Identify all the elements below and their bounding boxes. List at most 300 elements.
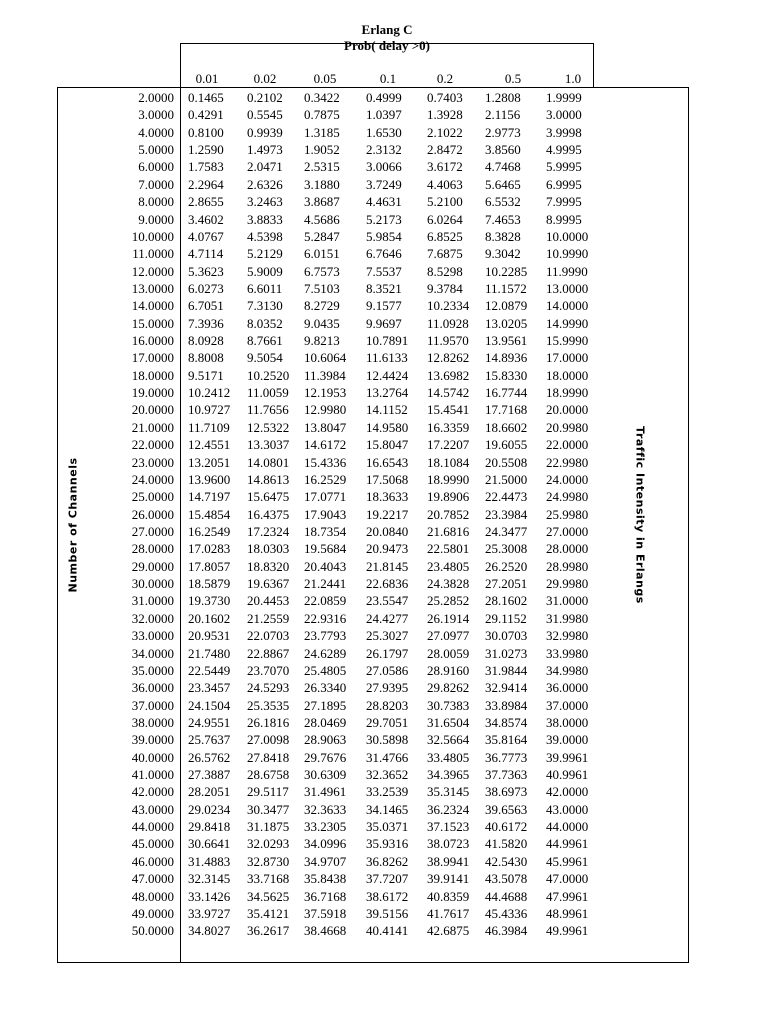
traffic-value-cell: 26.3340: [304, 680, 347, 696]
table-row: [57, 922, 617, 939]
traffic-value-cell: 25.2852: [427, 593, 470, 609]
traffic-value-cell: 4.4631: [366, 194, 402, 210]
traffic-value-cell: 0.7875: [304, 107, 340, 123]
traffic-value-cell: 29.9980: [546, 576, 589, 592]
traffic-value-cell: 21.5000: [485, 471, 528, 487]
traffic-value-cell: 27.0098: [247, 732, 290, 748]
traffic-value-cell: 12.9980: [304, 402, 347, 418]
channel-count-cell: 50.0000: [131, 923, 174, 939]
traffic-value-cell: 1.2808: [485, 90, 521, 105]
channel-count-cell: 37.0000: [131, 697, 174, 713]
traffic-value-cell: 22.6836: [366, 576, 409, 592]
traffic-value-cell: 22.9980: [546, 454, 589, 470]
traffic-value-cell: 40.4141: [366, 923, 409, 939]
traffic-value-cell: 38.0723: [427, 836, 470, 852]
traffic-value-cell: 2.9773: [485, 124, 521, 140]
traffic-value-cell: 30.5898: [366, 732, 409, 748]
channel-count-cell: 34.0000: [131, 645, 174, 661]
channel-count-cell: 22.0000: [131, 437, 174, 453]
traffic-value-cell: 9.8213: [304, 333, 340, 349]
traffic-value-cell: 5.2173: [366, 211, 402, 227]
traffic-value-cell: 9.5054: [247, 350, 283, 366]
traffic-value-cell: 1.9999: [546, 90, 582, 105]
traffic-value-cell: 30.0703: [485, 628, 528, 644]
traffic-value-cell: 6.7573: [304, 263, 340, 279]
table-row: [57, 870, 617, 887]
table-row: [57, 592, 617, 609]
traffic-value-cell: 18.0303: [247, 541, 290, 557]
table-row: [57, 523, 617, 540]
traffic-value-cell: 17.8057: [188, 558, 231, 574]
traffic-value-cell: 33.2305: [304, 819, 347, 835]
traffic-value-cell: 27.0000: [546, 523, 589, 539]
traffic-value-cell: 10.2520: [247, 367, 290, 383]
traffic-value-cell: 16.7744: [485, 385, 528, 401]
table-row: [57, 280, 617, 297]
table-row: [57, 905, 617, 922]
traffic-value-cell: 37.5918: [304, 905, 347, 921]
traffic-value-cell: 28.6758: [247, 767, 290, 783]
channel-count-cell: 4.0000: [138, 124, 174, 140]
column-header: 0.02: [253, 71, 277, 86]
table-row: [57, 888, 617, 905]
table-title: Erlang C: [361, 22, 413, 37]
traffic-value-cell: 3.1880: [304, 176, 340, 192]
traffic-value-cell: 0.8100: [188, 124, 224, 140]
table-row: [57, 349, 617, 366]
traffic-value-cell: 12.4424: [366, 367, 409, 383]
traffic-value-cell: 12.4551: [188, 437, 231, 453]
traffic-value-cell: 2.2964: [188, 176, 224, 192]
traffic-value-cell: 10.2285: [485, 263, 528, 279]
table-row: [57, 783, 617, 800]
traffic-value-cell: 31.9844: [485, 662, 528, 678]
traffic-value-cell: 21.7480: [188, 645, 231, 661]
traffic-value-cell: 33.4805: [427, 749, 470, 765]
traffic-value-cell: 12.0879: [485, 298, 528, 314]
traffic-value-cell: 24.4277: [366, 610, 409, 626]
traffic-value-cell: 4.9995: [546, 142, 582, 158]
traffic-value-cell: 6.5532: [485, 194, 521, 210]
traffic-value-cell: 18.0000: [546, 367, 589, 383]
traffic-value-cell: 5.2100: [427, 194, 463, 210]
traffic-value-cell: 4.0767: [188, 228, 224, 244]
traffic-value-cell: 27.0586: [366, 662, 409, 678]
traffic-value-cell: 7.4653: [485, 211, 521, 227]
traffic-value-cell: 17.5068: [366, 471, 409, 487]
channel-count-cell: 48.0000: [131, 888, 174, 904]
channel-count-cell: 32.0000: [131, 610, 174, 626]
traffic-value-cell: 39.9961: [546, 749, 589, 765]
traffic-value-cell: 10.9727: [188, 402, 231, 418]
traffic-value-cell: 14.9580: [366, 419, 409, 435]
traffic-value-cell: 4.7114: [188, 246, 224, 262]
traffic-value-cell: 11.7656: [247, 402, 289, 418]
traffic-value-cell: 9.1577: [366, 298, 402, 314]
traffic-value-cell: 19.6055: [485, 437, 528, 453]
traffic-value-cell: 14.8613: [247, 471, 290, 487]
traffic-value-cell: 19.8906: [427, 489, 470, 505]
traffic-value-cell: 36.7168: [304, 888, 347, 904]
table-row: [57, 714, 617, 731]
traffic-value-cell: 23.5547: [366, 593, 409, 609]
traffic-value-cell: 20.0840: [366, 523, 409, 539]
traffic-value-cell: 2.8655: [188, 194, 224, 210]
table-row: [57, 211, 617, 228]
table-row: [57, 263, 617, 280]
traffic-value-cell: 34.5625: [247, 888, 290, 904]
traffic-value-cell: 36.8262: [366, 853, 409, 869]
traffic-value-cell: 22.9316: [304, 610, 347, 626]
traffic-value-cell: 16.2549: [188, 523, 231, 539]
traffic-value-cell: 5.6465: [485, 176, 521, 192]
traffic-value-cell: 27.3887: [188, 767, 231, 783]
traffic-value-cell: 42.5430: [485, 853, 528, 869]
traffic-value-cell: 2.8472: [427, 142, 463, 158]
channel-count-cell: 45.0000: [131, 836, 174, 852]
traffic-value-cell: 49.9961: [546, 923, 589, 939]
table-row: [57, 401, 617, 418]
traffic-value-cell: 0.7403: [427, 90, 463, 105]
table-row: [57, 488, 617, 505]
channel-count-cell: 13.0000: [131, 280, 174, 296]
table-row: [57, 419, 617, 436]
traffic-value-cell: 15.4336: [304, 454, 347, 470]
traffic-value-cell: 16.4375: [247, 506, 290, 522]
traffic-value-cell: 20.9980: [546, 419, 589, 435]
traffic-value-cell: 9.3042: [485, 246, 521, 262]
traffic-value-cell: 37.7207: [366, 871, 409, 887]
traffic-value-cell: 3.0066: [366, 159, 402, 175]
traffic-value-cell: 43.0000: [546, 801, 589, 817]
traffic-value-cell: 34.0996: [304, 836, 347, 852]
traffic-value-cell: 25.7637: [188, 732, 231, 748]
traffic-value-cell: 3.0000: [546, 107, 582, 123]
table-row: [57, 853, 617, 870]
traffic-value-cell: 28.0000: [546, 541, 589, 557]
traffic-value-cell: 16.6543: [366, 454, 409, 470]
channel-count-cell: 9.0000: [138, 211, 174, 227]
traffic-value-cell: 35.8164: [485, 732, 528, 748]
channel-count-cell: 25.0000: [131, 489, 174, 505]
traffic-value-cell: 3.7249: [366, 176, 402, 192]
traffic-value-cell: 47.0000: [546, 871, 589, 887]
traffic-value-cell: 0.4999: [366, 90, 402, 105]
traffic-value-cell: 33.8984: [485, 697, 528, 713]
traffic-value-cell: 27.0977: [427, 628, 470, 644]
traffic-value-cell: 22.0859: [304, 593, 347, 609]
traffic-value-cell: 37.7363: [485, 767, 528, 783]
traffic-value-cell: 20.9473: [366, 541, 409, 557]
traffic-value-cell: 44.0000: [546, 819, 589, 835]
traffic-value-cell: 8.0352: [247, 315, 283, 331]
table-row: [57, 193, 617, 210]
channel-count-cell: 38.0000: [131, 714, 174, 730]
table-row: [57, 558, 617, 575]
traffic-value-cell: 23.3984: [485, 506, 528, 522]
traffic-value-cell: 13.6982: [427, 367, 470, 383]
traffic-value-cell: 29.1152: [485, 610, 527, 626]
traffic-value-cell: 0.5545: [247, 107, 283, 123]
channel-count-cell: 10.0000: [131, 228, 174, 244]
traffic-value-cell: 1.2590: [188, 142, 224, 158]
traffic-value-cell: 41.5820: [485, 836, 528, 852]
traffic-value-cell: 4.7468: [485, 159, 521, 175]
traffic-value-cell: 38.4668: [304, 923, 347, 939]
column-axis-label: Traffic Intensity in Erlangs: [633, 426, 647, 604]
traffic-value-cell: 6.7051: [188, 298, 224, 314]
traffic-value-cell: 15.8047: [366, 437, 409, 453]
traffic-value-cell: 22.0000: [546, 437, 589, 453]
traffic-value-cell: 30.7383: [427, 697, 470, 713]
traffic-value-cell: 22.8867: [247, 645, 290, 661]
traffic-value-cell: 20.0000: [546, 402, 589, 418]
table-row: [57, 367, 617, 384]
traffic-value-cell: 24.3828: [427, 576, 470, 592]
traffic-value-cell: 17.7168: [485, 402, 528, 418]
channel-count-cell: 14.0000: [131, 298, 174, 314]
table-row: [57, 835, 617, 852]
traffic-value-cell: 13.2764: [366, 385, 409, 401]
traffic-value-cell: 33.9980: [546, 645, 589, 661]
traffic-value-cell: 20.5508: [485, 454, 528, 470]
traffic-value-cell: 36.2617: [247, 923, 290, 939]
traffic-value-cell: 39.6563: [485, 801, 528, 817]
traffic-value-cell: 22.5801: [427, 541, 470, 557]
traffic-value-cell: 2.6326: [247, 176, 283, 192]
table-row: [57, 332, 617, 349]
traffic-value-cell: 14.5742: [427, 385, 470, 401]
traffic-value-cell: 40.6172: [485, 819, 528, 835]
traffic-value-cell: 9.5171: [188, 367, 224, 383]
traffic-value-cell: 7.9995: [546, 194, 582, 210]
traffic-value-cell: 45.9961: [546, 853, 589, 869]
traffic-value-cell: 2.1156: [485, 107, 521, 123]
traffic-value-cell: 4.5686: [304, 211, 340, 227]
traffic-value-cell: 38.9941: [427, 853, 470, 869]
channel-count-cell: 36.0000: [131, 680, 174, 696]
traffic-value-cell: 10.2334: [427, 298, 470, 314]
table-row: [57, 627, 617, 644]
table-row: [57, 766, 617, 783]
traffic-value-cell: 20.4043: [304, 558, 347, 574]
traffic-value-cell: 7.3130: [247, 298, 283, 314]
traffic-value-cell: 1.6530: [366, 124, 402, 140]
traffic-value-cell: 12.5322: [247, 419, 290, 435]
traffic-value-cell: 16.3359: [427, 419, 470, 435]
traffic-value-cell: 11.9570: [427, 333, 469, 349]
channel-count-cell: 33.0000: [131, 628, 174, 644]
channel-count-cell: 27.0000: [131, 523, 174, 539]
traffic-value-cell: 10.6064: [304, 350, 347, 366]
traffic-value-cell: 41.7617: [427, 905, 470, 921]
traffic-value-cell: 6.9995: [546, 176, 582, 192]
traffic-value-cell: 5.2129: [247, 246, 283, 262]
traffic-value-cell: 5.3623: [188, 263, 224, 279]
channel-count-cell: 15.0000: [131, 315, 174, 331]
table-row: [57, 228, 617, 245]
traffic-value-cell: 26.1797: [366, 645, 409, 661]
traffic-value-cell: 13.9561: [485, 333, 528, 349]
traffic-value-cell: 0.9939: [247, 124, 283, 140]
traffic-value-cell: 11.7109: [188, 419, 230, 435]
traffic-value-cell: 18.7354: [304, 523, 347, 539]
table-row: [57, 749, 617, 766]
traffic-value-cell: 5.2847: [304, 228, 340, 244]
traffic-value-cell: 28.2051: [188, 784, 231, 800]
traffic-value-cell: 18.9990: [546, 385, 589, 401]
traffic-value-cell: 10.0000: [546, 228, 589, 244]
traffic-value-cell: 33.1426: [188, 888, 231, 904]
channel-count-cell: 3.0000: [138, 107, 174, 123]
traffic-value-cell: 21.8145: [366, 558, 409, 574]
channel-count-cell: 43.0000: [131, 801, 174, 817]
traffic-value-cell: 24.6289: [304, 645, 347, 661]
traffic-value-cell: 3.9998: [546, 124, 582, 140]
traffic-value-cell: 32.8730: [247, 853, 290, 869]
traffic-value-cell: 14.0000: [546, 298, 589, 314]
traffic-value-cell: 21.2559: [247, 610, 290, 626]
table-row: [57, 818, 617, 835]
traffic-value-cell: 24.3477: [485, 523, 528, 539]
channel-count-cell: 12.0000: [131, 263, 174, 279]
traffic-value-cell: 1.7583: [188, 159, 224, 175]
traffic-value-cell: 18.8320: [247, 558, 290, 574]
traffic-value-cell: 18.6602: [485, 419, 528, 435]
traffic-value-cell: 1.3185: [304, 124, 340, 140]
table-row: [57, 645, 617, 662]
traffic-value-cell: 23.7070: [247, 662, 290, 678]
traffic-value-cell: 12.1953: [304, 385, 347, 401]
traffic-value-cell: 18.5879: [188, 576, 231, 592]
traffic-value-cell: 42.0000: [546, 784, 589, 800]
traffic-value-cell: 28.8203: [366, 697, 409, 713]
traffic-value-cell: 35.0371: [366, 819, 409, 835]
traffic-value-cell: 31.1875: [247, 819, 290, 835]
traffic-value-cell: 7.3936: [188, 315, 224, 331]
column-header: 0.01: [195, 71, 219, 86]
traffic-value-cell: 24.1504: [188, 697, 231, 713]
traffic-value-cell: 17.2324: [247, 523, 290, 539]
traffic-value-cell: 4.5398: [247, 228, 283, 244]
traffic-value-cell: 23.3457: [188, 680, 231, 696]
traffic-value-cell: 28.9160: [427, 662, 470, 678]
traffic-value-cell: 34.1465: [366, 801, 409, 817]
traffic-value-cell: 11.3984: [304, 367, 346, 383]
traffic-value-cell: 17.2207: [427, 437, 470, 453]
traffic-value-cell: 37.1523: [427, 819, 470, 835]
traffic-value-cell: 39.0000: [546, 732, 589, 748]
traffic-value-cell: 29.7051: [366, 714, 409, 730]
table-row: [57, 315, 617, 332]
traffic-value-cell: 5.9854: [366, 228, 402, 244]
traffic-value-cell: 44.9961: [546, 836, 589, 852]
traffic-value-cell: 19.6367: [247, 576, 290, 592]
traffic-value-cell: 15.8330: [485, 367, 528, 383]
traffic-value-cell: 1.9052: [304, 142, 340, 158]
table-row: [57, 540, 617, 557]
traffic-value-cell: 8.5298: [427, 263, 463, 279]
table-row: [57, 679, 617, 696]
traffic-value-cell: 15.4541: [427, 402, 470, 418]
channel-count-cell: 28.0000: [131, 541, 174, 557]
traffic-value-cell: 15.9990: [546, 333, 589, 349]
traffic-value-cell: 27.9395: [366, 680, 409, 696]
column-header: 1.0: [564, 71, 582, 86]
traffic-value-cell: 15.6475: [247, 489, 290, 505]
traffic-value-cell: 1.3928: [427, 107, 463, 123]
traffic-value-cell: 25.4805: [304, 662, 347, 678]
traffic-value-cell: 32.3652: [366, 767, 409, 783]
traffic-value-cell: 13.0205: [485, 315, 528, 331]
traffic-value-cell: 8.8008: [188, 350, 224, 366]
traffic-value-cell: 20.9531: [188, 628, 231, 644]
traffic-value-cell: 29.0234: [188, 801, 231, 817]
traffic-value-cell: 24.9551: [188, 714, 231, 730]
channel-count-cell: 41.0000: [131, 767, 174, 783]
channel-count-cell: 40.0000: [131, 749, 174, 765]
traffic-value-cell: 0.3422: [304, 90, 340, 105]
table-row: [57, 106, 617, 123]
traffic-value-cell: 13.0000: [546, 280, 589, 296]
channel-count-cell: 6.0000: [138, 159, 174, 175]
channel-count-cell: 11.0000: [132, 246, 174, 262]
traffic-value-cell: 8.2729: [304, 298, 340, 314]
table-row: [57, 801, 617, 818]
traffic-value-cell: 10.2412: [188, 385, 231, 401]
traffic-value-cell: 13.8047: [304, 419, 347, 435]
table-row: [57, 506, 617, 523]
column-headers: [180, 71, 594, 87]
traffic-value-cell: 9.9697: [366, 315, 402, 331]
traffic-value-cell: 3.8687: [304, 194, 340, 210]
traffic-value-cell: 39.5156: [366, 905, 409, 921]
traffic-value-cell: 38.6172: [366, 888, 409, 904]
traffic-value-cell: 17.0771: [304, 489, 347, 505]
table-row: [57, 384, 617, 401]
traffic-value-cell: 8.0928: [188, 333, 224, 349]
traffic-value-cell: 21.2441: [304, 576, 347, 592]
traffic-value-cell: 29.7676: [304, 749, 347, 765]
traffic-value-cell: 13.3037: [247, 437, 290, 453]
channel-count-cell: 18.0000: [131, 367, 174, 383]
traffic-value-cell: 37.0000: [546, 697, 589, 713]
traffic-value-cell: 0.1465: [188, 90, 224, 105]
traffic-value-cell: 27.2051: [485, 576, 528, 592]
traffic-value-cell: 31.9980: [546, 610, 589, 626]
traffic-value-cell: 34.9980: [546, 662, 589, 678]
traffic-value-cell: 14.1152: [366, 402, 408, 418]
traffic-value-cell: 7.5103: [304, 280, 340, 296]
channel-count-cell: 24.0000: [131, 471, 174, 487]
traffic-value-cell: 26.2520: [485, 558, 528, 574]
traffic-value-cell: 3.8833: [247, 211, 283, 227]
traffic-value-cell: 26.1816: [247, 714, 290, 730]
traffic-value-cell: 28.9980: [546, 558, 589, 574]
table-row: [57, 575, 617, 592]
traffic-value-cell: 45.4336: [485, 905, 528, 921]
traffic-value-cell: 30.3477: [247, 801, 290, 817]
traffic-value-cell: 8.3828: [485, 228, 521, 244]
traffic-value-cell: 38.6973: [485, 784, 528, 800]
traffic-value-cell: 18.1084: [427, 454, 470, 470]
traffic-value-cell: 47.9961: [546, 888, 589, 904]
traffic-value-cell: 14.8936: [485, 350, 528, 366]
traffic-value-cell: 30.6641: [188, 836, 231, 852]
traffic-value-cell: 22.0703: [247, 628, 290, 644]
traffic-value-cell: 28.9063: [304, 732, 347, 748]
traffic-value-cell: 11.9990: [546, 263, 588, 279]
